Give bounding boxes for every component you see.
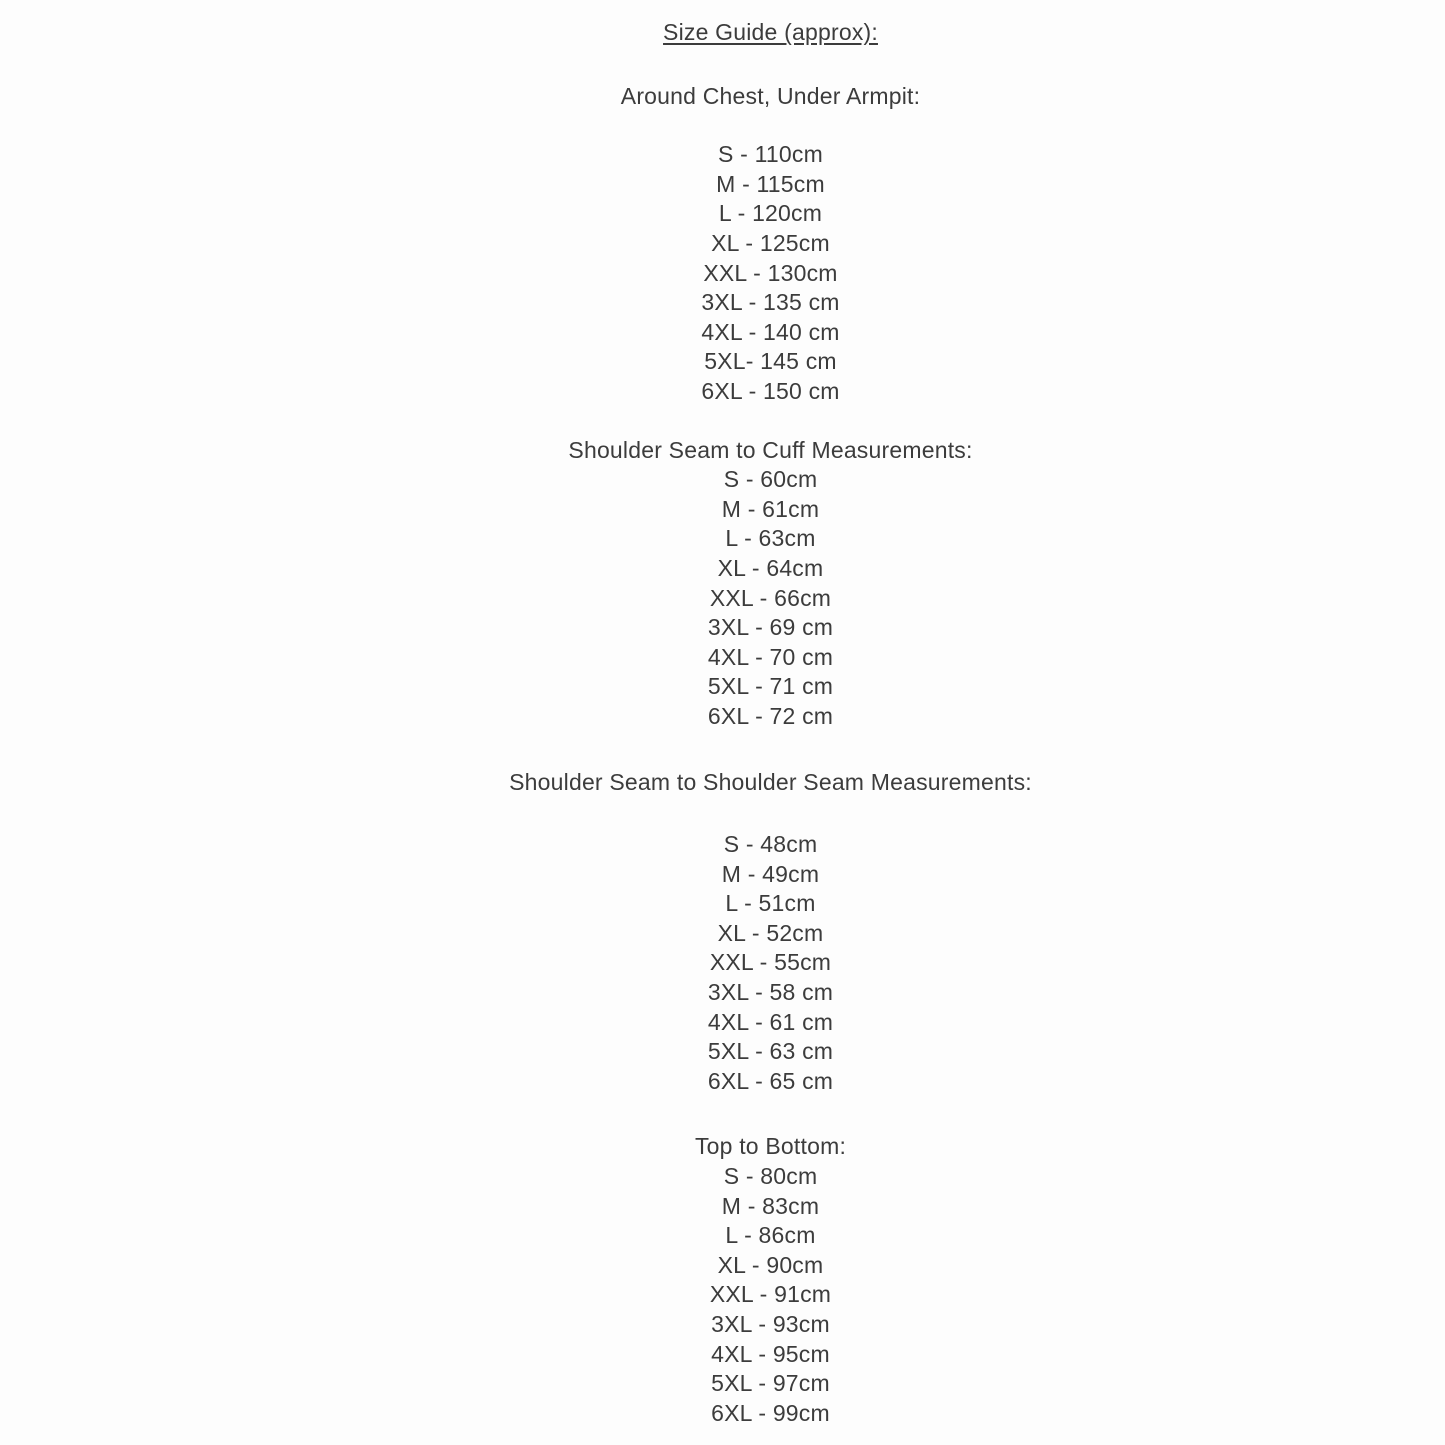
size-guide-section [96,1132,1445,1428]
section-rows [96,1162,1445,1428]
size-row: XXL - 130cm [703,259,838,286]
size-row: 3XL - 93cm [711,1310,830,1337]
size-row: S - 110cm [718,141,823,168]
size-row: 5XL - 71 cm [707,673,834,700]
size-row: XXL - 91cm [709,1281,832,1308]
size-row: 3XL - 69 cm [707,614,834,641]
size-row: 5XL - 97cm [711,1370,830,1397]
size-row: 6XL - 150 cm [701,377,840,404]
size-row: 5XL - 63 cm [707,1038,834,1065]
section-heading: Shoulder Seam to Cuff Measurements: [568,436,973,463]
section-heading: Around Chest, Under Armpit: [620,82,921,109]
size-row: XL - 52cm [717,919,824,946]
page-title: Size Guide (approx): [663,19,878,45]
section-rows [96,140,1445,406]
size-row: 6XL - 99cm [711,1399,830,1426]
size-row: 4XL - 61 cm [707,1008,834,1035]
size-guide-section [96,768,1445,1096]
size-row: 3XL - 135 cm [701,289,840,316]
size-row: L - 86cm [725,1222,816,1249]
size-row: L - 51cm [725,890,816,917]
size-row: M - 49cm [721,860,820,887]
size-row: L - 63cm [725,525,816,552]
size-row: M - 115cm [716,170,825,197]
size-guide-section [96,82,1445,407]
size-row: S - 80cm [723,1163,818,1189]
size-row: 6XL - 65 cm [707,1067,834,1094]
size-row: XL - 125cm [711,229,830,256]
section-rows [96,830,1445,1096]
size-row: M - 61cm [721,495,820,522]
size-row: 6XL - 72 cm [707,702,834,729]
size-row: 4XL - 140 cm [701,318,840,345]
size-row: 3XL - 58 cm [707,979,834,1006]
size-row: L - 120cm [718,200,823,227]
size-row: XXL - 66cm [709,584,832,611]
size-guide-sections [96,82,1445,1429]
size-row: 4XL - 70 cm [707,643,834,670]
size-row: 4XL - 95cm [711,1340,830,1367]
size-row: XL - 90cm [717,1251,824,1278]
size-row: M - 83cm [721,1192,820,1219]
size-row: 5XL- 145 cm [704,348,837,375]
size-row: S - 48cm [723,831,818,858]
size-guide-section [96,436,1445,732]
size-row: XXL - 55cm [709,949,832,976]
size-row: XL - 64cm [717,554,824,581]
size-row: S - 60cm [723,466,818,493]
section-rows [96,465,1445,731]
section-heading: Shoulder Seam to Shoulder Seam Measurements: [509,769,1032,796]
section-heading: Top to Bottom: [694,1133,847,1160]
